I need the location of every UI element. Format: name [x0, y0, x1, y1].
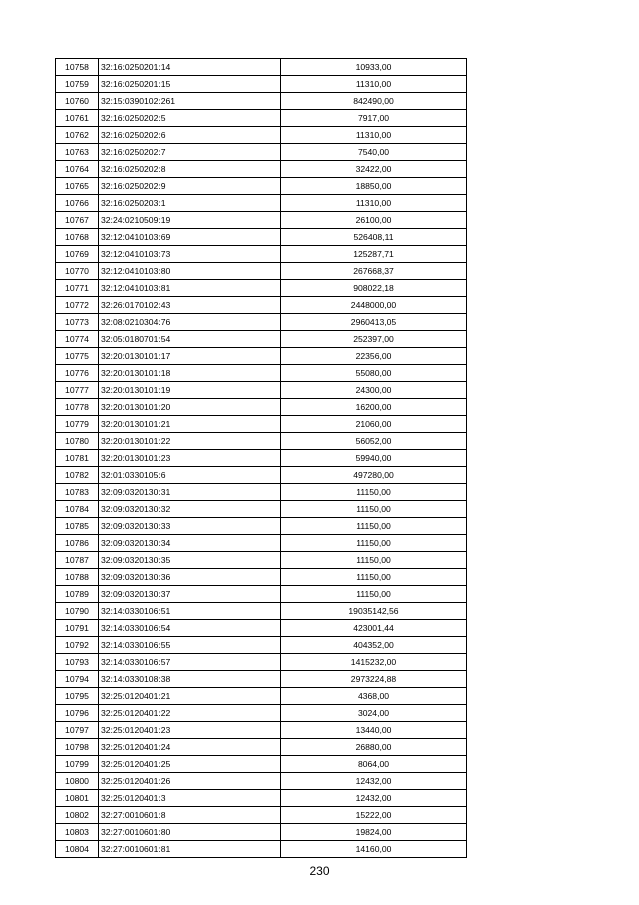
cadastral-number-cell: 32:20:0130101:21 [99, 416, 281, 433]
row-number-cell: 10763 [56, 144, 99, 161]
value-cell: 125287,71 [281, 246, 467, 263]
row-number-cell: 10775 [56, 348, 99, 365]
data-table [55, 58, 467, 858]
table-row [56, 807, 467, 824]
table-row [56, 824, 467, 841]
value-cell: 11310,00 [281, 195, 467, 212]
row-number-cell: 10789 [56, 586, 99, 603]
value-cell: 252397,00 [281, 331, 467, 348]
row-number-cell: 10782 [56, 467, 99, 484]
row-number-cell: 10779 [56, 416, 99, 433]
cadastral-number-cell: 32:14:0330106:57 [99, 654, 281, 671]
cadastral-number-cell: 32:20:0130101:17 [99, 348, 281, 365]
value-cell: 56052,00 [281, 433, 467, 450]
row-number-cell: 10804 [56, 841, 99, 858]
value-cell: 59940,00 [281, 450, 467, 467]
value-cell: 26100,00 [281, 212, 467, 229]
table-row [56, 110, 467, 127]
table-row [56, 263, 467, 280]
table-row [56, 586, 467, 603]
table-row [56, 535, 467, 552]
table-row [56, 654, 467, 671]
value-cell: 842490,00 [281, 93, 467, 110]
row-number-cell: 10781 [56, 450, 99, 467]
cadastral-number-cell: 32:09:0320130:33 [99, 518, 281, 535]
cadastral-number-cell: 32:16:0250202:8 [99, 161, 281, 178]
value-cell: 11150,00 [281, 569, 467, 586]
table-row [56, 195, 467, 212]
cadastral-number-cell: 32:15:0390102:261 [99, 93, 281, 110]
cadastral-number-cell: 32:16:0250203:1 [99, 195, 281, 212]
value-cell: 11310,00 [281, 76, 467, 93]
table-row [56, 144, 467, 161]
row-number-cell: 10799 [56, 756, 99, 773]
table-row [56, 399, 467, 416]
value-cell: 4368,00 [281, 688, 467, 705]
value-cell: 55080,00 [281, 365, 467, 382]
value-cell: 11150,00 [281, 535, 467, 552]
value-cell: 404352,00 [281, 637, 467, 654]
table-row [56, 348, 467, 365]
value-cell: 11310,00 [281, 127, 467, 144]
row-number-cell: 10774 [56, 331, 99, 348]
table-row [56, 76, 467, 93]
row-number-cell: 10801 [56, 790, 99, 807]
cadastral-number-cell: 32:25:0120401:23 [99, 722, 281, 739]
value-cell: 11150,00 [281, 586, 467, 603]
value-cell: 7917,00 [281, 110, 467, 127]
value-cell: 12432,00 [281, 773, 467, 790]
cadastral-number-cell: 32:25:0120401:26 [99, 773, 281, 790]
cadastral-number-cell: 32:16:0250202:6 [99, 127, 281, 144]
cadastral-number-cell: 32:12:0410103:73 [99, 246, 281, 263]
row-number-cell: 10771 [56, 280, 99, 297]
table-row [56, 178, 467, 195]
cadastral-number-cell: 32:25:0120401:22 [99, 705, 281, 722]
row-number-cell: 10793 [56, 654, 99, 671]
table-row [56, 467, 467, 484]
page-number: 230 [309, 864, 330, 878]
value-cell: 3024,00 [281, 705, 467, 722]
value-cell: 267668,37 [281, 263, 467, 280]
row-number-cell: 10792 [56, 637, 99, 654]
table-row [56, 705, 467, 722]
row-number-cell: 10780 [56, 433, 99, 450]
row-number-cell: 10759 [56, 76, 99, 93]
cadastral-number-cell: 32:12:0410103:81 [99, 280, 281, 297]
value-cell: 14160,00 [281, 841, 467, 858]
table-row [56, 722, 467, 739]
cadastral-number-cell: 32:25:0120401:21 [99, 688, 281, 705]
value-cell: 423001,44 [281, 620, 467, 637]
cadastral-number-cell: 32:09:0320130:31 [99, 484, 281, 501]
value-cell: 12432,00 [281, 790, 467, 807]
cadastral-number-cell: 32:25:0120401:24 [99, 739, 281, 756]
table-row [56, 688, 467, 705]
table-row [56, 212, 467, 229]
row-number-cell: 10762 [56, 127, 99, 144]
value-cell: 2448000,00 [281, 297, 467, 314]
table-row [56, 450, 467, 467]
cadastral-number-cell: 32:27:0010601:81 [99, 841, 281, 858]
value-cell: 26880,00 [281, 739, 467, 756]
cadastral-number-cell: 32:14:0330106:55 [99, 637, 281, 654]
table-row [56, 637, 467, 654]
cadastral-number-cell: 32:09:0320130:32 [99, 501, 281, 518]
table-row [56, 501, 467, 518]
table-row [56, 229, 467, 246]
cadastral-number-cell: 32:27:0010601:8 [99, 807, 281, 824]
value-cell: 8064,00 [281, 756, 467, 773]
cadastral-number-cell: 32:20:0130101:22 [99, 433, 281, 450]
cadastral-number-cell: 32:16:0250202:9 [99, 178, 281, 195]
value-cell: 16200,00 [281, 399, 467, 416]
cadastral-number-cell: 32:16:0250201:15 [99, 76, 281, 93]
value-cell: 526408,11 [281, 229, 467, 246]
table-body [56, 59, 467, 858]
value-cell: 11150,00 [281, 552, 467, 569]
value-cell: 19035142,56 [281, 603, 467, 620]
value-cell: 497280,00 [281, 467, 467, 484]
cadastral-number-cell: 32:05:0180701:54 [99, 331, 281, 348]
table-row [56, 603, 467, 620]
row-number-cell: 10768 [56, 229, 99, 246]
row-number-cell: 10787 [56, 552, 99, 569]
row-number-cell: 10791 [56, 620, 99, 637]
table-row [56, 382, 467, 399]
value-cell: 11150,00 [281, 518, 467, 535]
row-number-cell: 10778 [56, 399, 99, 416]
value-cell: 13440,00 [281, 722, 467, 739]
cadastral-number-cell: 32:12:0410103:80 [99, 263, 281, 280]
table-row [56, 790, 467, 807]
row-number-cell: 10798 [56, 739, 99, 756]
table-row [56, 59, 467, 76]
cadastral-number-cell: 32:09:0320130:36 [99, 569, 281, 586]
row-number-cell: 10802 [56, 807, 99, 824]
row-number-cell: 10786 [56, 535, 99, 552]
row-number-cell: 10766 [56, 195, 99, 212]
table-row [56, 671, 467, 688]
cadastral-number-cell: 32:16:0250201:14 [99, 59, 281, 76]
value-cell: 15222,00 [281, 807, 467, 824]
row-number-cell: 10767 [56, 212, 99, 229]
row-number-cell: 10773 [56, 314, 99, 331]
cadastral-number-cell: 32:12:0410103:69 [99, 229, 281, 246]
value-cell: 11150,00 [281, 501, 467, 518]
value-cell: 7540,00 [281, 144, 467, 161]
cadastral-number-cell: 32:08:0210304:76 [99, 314, 281, 331]
row-number-cell: 10758 [56, 59, 99, 76]
table-row [56, 297, 467, 314]
table-row [56, 416, 467, 433]
cadastral-number-cell: 32:16:0250202:5 [99, 110, 281, 127]
row-number-cell: 10761 [56, 110, 99, 127]
table-row [56, 773, 467, 790]
cadastral-number-cell: 32:09:0320130:35 [99, 552, 281, 569]
value-cell: 21060,00 [281, 416, 467, 433]
table-row [56, 433, 467, 450]
table-row [56, 518, 467, 535]
cadastral-number-cell: 32:09:0320130:34 [99, 535, 281, 552]
cadastral-number-cell: 32:14:0330108:38 [99, 671, 281, 688]
value-cell: 908022,18 [281, 280, 467, 297]
table-row [56, 331, 467, 348]
value-cell: 32422,00 [281, 161, 467, 178]
row-number-cell: 10760 [56, 93, 99, 110]
table-row [56, 569, 467, 586]
cadastral-number-cell: 32:20:0130101:19 [99, 382, 281, 399]
row-number-cell: 10772 [56, 297, 99, 314]
cadastral-number-cell: 32:16:0250202:7 [99, 144, 281, 161]
row-number-cell: 10794 [56, 671, 99, 688]
row-number-cell: 10769 [56, 246, 99, 263]
row-number-cell: 10800 [56, 773, 99, 790]
cadastral-number-cell: 32:01:0330105:6 [99, 467, 281, 484]
row-number-cell: 10788 [56, 569, 99, 586]
value-cell: 11150,00 [281, 484, 467, 501]
value-cell: 22356,00 [281, 348, 467, 365]
cadastral-number-cell: 32:20:0130101:18 [99, 365, 281, 382]
value-cell: 2973224,88 [281, 671, 467, 688]
row-number-cell: 10797 [56, 722, 99, 739]
row-number-cell: 10776 [56, 365, 99, 382]
cadastral-number-cell: 32:25:0120401:25 [99, 756, 281, 773]
table-row [56, 161, 467, 178]
cadastral-number-cell: 32:24:0210509:19 [99, 212, 281, 229]
row-number-cell: 10777 [56, 382, 99, 399]
table-row [56, 246, 467, 263]
table-row [56, 620, 467, 637]
table-row [56, 365, 467, 382]
table-row [56, 756, 467, 773]
value-cell: 2960413,05 [281, 314, 467, 331]
cadastral-number-cell: 32:09:0320130:37 [99, 586, 281, 603]
value-cell: 19824,00 [281, 824, 467, 841]
row-number-cell: 10795 [56, 688, 99, 705]
row-number-cell: 10796 [56, 705, 99, 722]
value-cell: 1415232,00 [281, 654, 467, 671]
cadastral-number-cell: 32:20:0130101:20 [99, 399, 281, 416]
cadastral-number-cell: 32:26:0170102:43 [99, 297, 281, 314]
table-row [56, 484, 467, 501]
value-cell: 18850,00 [281, 178, 467, 195]
table-row [56, 127, 467, 144]
table-row [56, 93, 467, 110]
row-number-cell: 10785 [56, 518, 99, 535]
row-number-cell: 10803 [56, 824, 99, 841]
row-number-cell: 10783 [56, 484, 99, 501]
table-row [56, 280, 467, 297]
row-number-cell: 10770 [56, 263, 99, 280]
cadastral-number-cell: 32:20:0130101:23 [99, 450, 281, 467]
table-row [56, 552, 467, 569]
row-number-cell: 10764 [56, 161, 99, 178]
row-number-cell: 10765 [56, 178, 99, 195]
row-number-cell: 10784 [56, 501, 99, 518]
cadastral-number-cell: 32:25:0120401:3 [99, 790, 281, 807]
cadastral-number-cell: 32:14:0330106:54 [99, 620, 281, 637]
table-row [56, 739, 467, 756]
cadastral-number-cell: 32:14:0330106:51 [99, 603, 281, 620]
table-row [56, 841, 467, 858]
value-cell: 24300,00 [281, 382, 467, 399]
row-number-cell: 10790 [56, 603, 99, 620]
cadastral-number-cell: 32:27:0010601:80 [99, 824, 281, 841]
table-row [56, 314, 467, 331]
value-cell: 10933,00 [281, 59, 467, 76]
